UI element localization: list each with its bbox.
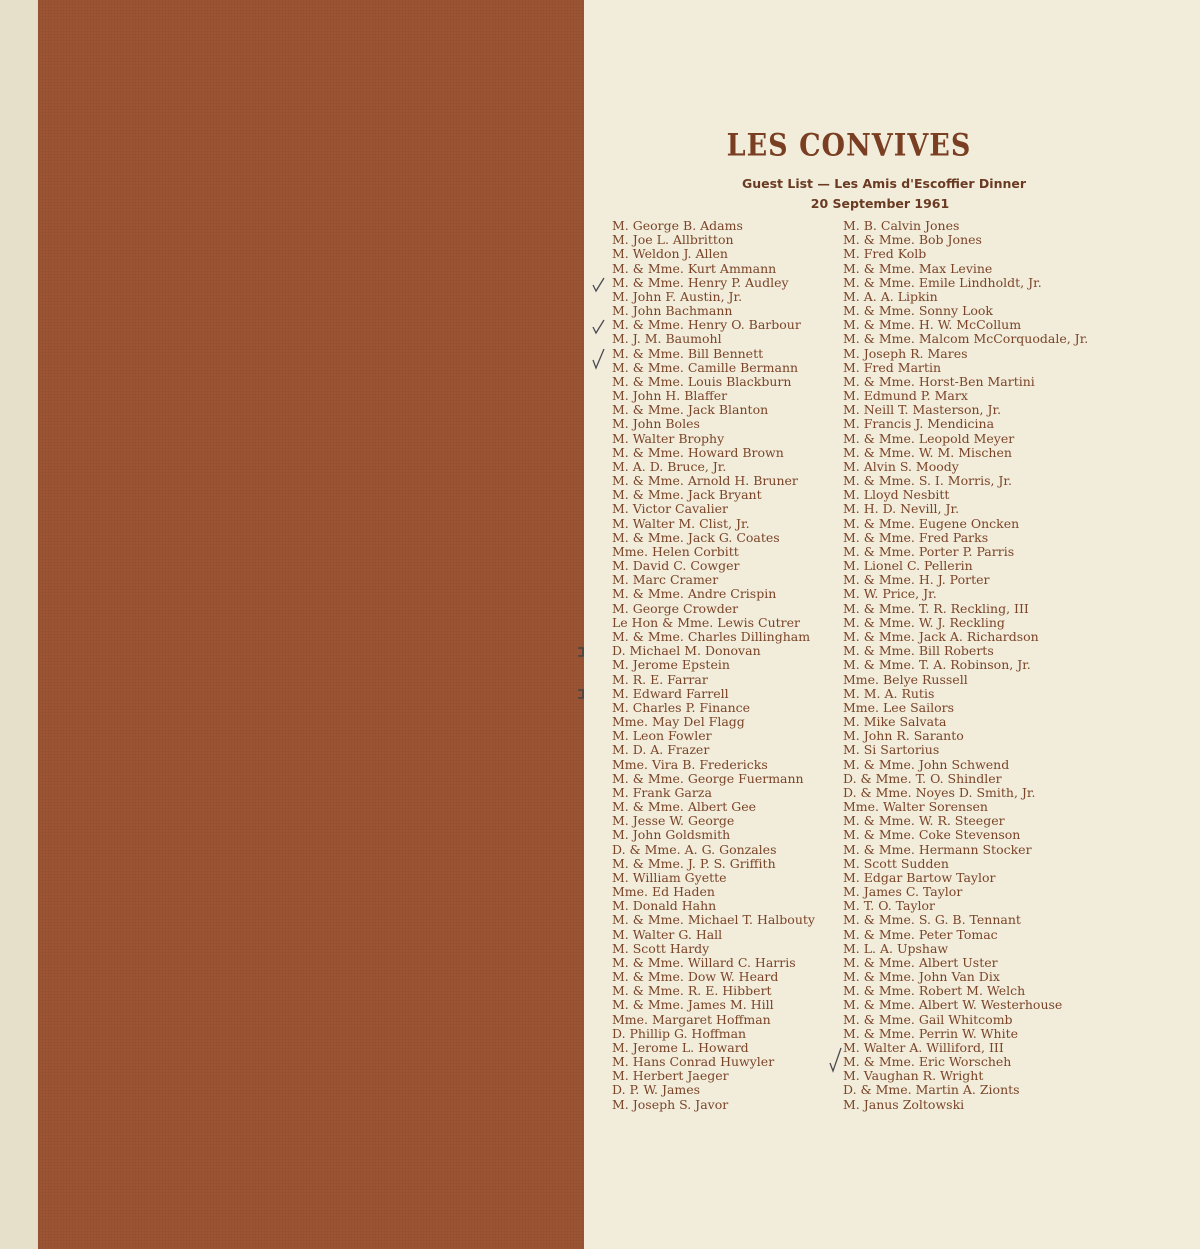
- guest-entry: M. John Goldsmith: [612, 827, 731, 843]
- guest-entry: M. Charles P. Finance: [612, 699, 751, 715]
- guest-entry: D. & Mme. Martin A. Zionts: [843, 1082, 1020, 1098]
- guest-entry: M. & Mme. George Fuermann: [612, 770, 804, 786]
- guest-entry: Mme. Margaret Hoffman: [612, 1011, 771, 1027]
- brown-cover-sheet: [38, 0, 584, 1249]
- guest-entry: M. Frank Garza: [612, 784, 712, 800]
- guest-entry: M. John F. Austin, Jr.: [612, 288, 743, 304]
- guest-entry: M. & Mme. W. R. Steeger: [843, 813, 1005, 829]
- guest-entry: M. & Mme. Louis Blackburn: [612, 373, 792, 389]
- guest-entry: M. & Mme. James M. Hill: [612, 997, 774, 1013]
- guest-entry: M. & Mme. Porter P. Parris: [843, 543, 1015, 559]
- guest-entry: M. Joseph R. Mares: [843, 345, 968, 361]
- guest-entry: M. & Mme. Dow W. Heard: [612, 969, 779, 985]
- guest-entry: M. & Mme. S. I. Morris, Jr.: [843, 473, 1013, 489]
- guest-entry: M. Walter G. Hall: [612, 926, 723, 942]
- event-date: 20 September 1961: [810, 196, 950, 211]
- guest-entry: M. Hans Conrad Huwyler: [612, 1054, 775, 1070]
- guest-entry: M. & Mme. Emile Lindholdt, Jr.: [843, 274, 1042, 290]
- guest-entry: M. Joseph S. Javor: [612, 1096, 729, 1112]
- guest-list-right-column: [843, 219, 1088, 1112]
- guest-entry: M. John Boles: [612, 416, 700, 432]
- guest-entry: M. A. D. Bruce, Jr.: [612, 458, 727, 474]
- guest-entry: M. & Mme. Charles Dillingham: [612, 628, 811, 644]
- guest-entry: M. D. A. Frazer: [612, 742, 710, 758]
- staple-icon: [577, 688, 585, 700]
- guest-entry: M. James C. Taylor: [843, 884, 963, 900]
- guest-entry: M. Leon Fowler: [612, 728, 712, 744]
- guest-entry: M. Si Sartorius: [843, 742, 940, 758]
- guest-entry: D. & Mme. T. O. Shindler: [843, 770, 1002, 786]
- guest-entry: M. & Mme. Michael T. Halbouty: [612, 912, 815, 928]
- guest-entry: M. & Mme. S. G. B. Tennant: [843, 912, 1021, 928]
- guest-entry: M. Lloyd Nesbitt: [843, 487, 950, 503]
- guest-entry: Mme. Ed Haden: [612, 884, 715, 900]
- pencil-check-icon: [829, 1047, 843, 1063]
- guest-entry: M. & Mme. Robert M. Welch: [843, 983, 1026, 999]
- guest-entry: M. George B. Adams: [612, 218, 743, 233]
- guest-entry: M. & Mme. Jack A. Richardson: [843, 628, 1039, 644]
- guest-entry: M. & Mme. J. P. S. Griffith: [612, 855, 776, 871]
- guest-list-left-column: [612, 219, 815, 1112]
- guest-entry: M. Victor Cavalier: [612, 501, 728, 517]
- guest-entry: M. & Mme. Arnold H. Bruner: [612, 473, 798, 489]
- guest-entry: Mme. Helen Corbitt: [612, 543, 739, 559]
- guest-entry: M. Joe L. Allbritton: [612, 232, 734, 248]
- guest-entry: M. & Mme. Coke Stevenson: [843, 827, 1021, 843]
- guest-entry: M. & Mme. T. A. Robinson, Jr.: [843, 657, 1031, 673]
- guest-entry: M. & Mme. H. W. McCollum: [843, 317, 1022, 333]
- guest-entry: M. Edgar Bartow Taylor: [843, 869, 996, 885]
- guest-entry: M. & Mme. Willard C. Harris: [612, 954, 796, 970]
- guest-entry: M. Jerome L. Howard: [612, 1039, 749, 1055]
- guest-entry: M. & Mme. Bill Bennett: [612, 345, 764, 361]
- guest-entry: Mme. Vira B. Fredericks: [612, 756, 768, 772]
- guest-entry: M. John Bachmann: [612, 303, 733, 319]
- guest-entry: Mme. Lee Sailors: [843, 699, 954, 715]
- guest-entry: M. & Mme. Howard Brown: [612, 444, 784, 460]
- guest-entry: D. P. W. James: [612, 1082, 701, 1098]
- page-subtitle: Guest List — Les Amis d'Escoffier Dinner: [741, 176, 1027, 191]
- guest-entry: M. Walter A. Williford, III: [843, 1039, 1004, 1055]
- guest-entry: M. & Mme. Jack G. Coates: [612, 529, 780, 545]
- pencil-check-icon: [592, 348, 606, 364]
- pencil-check-icon: [592, 319, 606, 335]
- guest-entry: M. & Mme. Perrin W. White: [843, 1025, 1018, 1041]
- guest-entry: M. Scott Hardy: [612, 940, 710, 956]
- guest-entry: M. & Mme. Sonny Look: [843, 303, 993, 319]
- guest-entry: M. Edward Farrell: [612, 685, 729, 701]
- guest-entry: M. & Mme. Albert Gee: [612, 799, 757, 815]
- guest-entry: M. & Mme. Horst-Ben Martini: [843, 373, 1035, 389]
- guest-entry: M. & Mme. Eric Worscheh: [843, 1054, 1012, 1070]
- guest-entry: M. & Mme. Camille Bermann: [612, 359, 799, 375]
- guest-entry: M. & Mme. Leopold Meyer: [843, 430, 1015, 446]
- guest-entry: D. & Mme. Noyes D. Smith, Jr.: [843, 784, 1036, 800]
- guest-entry: M. & Mme. H. J. Porter: [843, 572, 990, 588]
- guest-entry: M. & Mme. T. R. Reckling, III: [843, 600, 1029, 616]
- guest-entry: M. David C. Cowger: [612, 558, 740, 574]
- guest-entry: M. Weldon J. Allen: [612, 246, 728, 262]
- guest-entry: M. & Mme. Bill Roberts: [843, 643, 994, 659]
- guest-entry: M. Donald Hahn: [612, 898, 717, 914]
- guest-entry: Mme. May Del Flagg: [612, 714, 745, 730]
- guest-entry: M. & Mme. Gail Whitcomb: [843, 1011, 1013, 1027]
- guest-entry: M. & Mme. Henry P. Audley: [612, 274, 789, 290]
- guest-entry: M. John H. Blaffer: [612, 388, 728, 404]
- guest-entry: M. & Mme. Bob Jones: [843, 232, 982, 248]
- guest-entry: M. William Gyette: [612, 869, 727, 885]
- pencil-check-icon: [592, 277, 606, 293]
- guest-entry: M. M. A. Rutis: [843, 685, 935, 701]
- guest-entry: M. & Mme. Jack Bryant: [612, 487, 762, 503]
- guest-entry: M. Edmund P. Marx: [843, 388, 968, 404]
- guest-entry: M. B. Calvin Jones: [843, 218, 960, 233]
- guest-entry: D. Phillip G. Hoffman: [612, 1025, 747, 1041]
- guest-entry: M. & Mme. Jack Blanton: [612, 402, 769, 418]
- guest-entry: D. Michael M. Donovan: [612, 643, 761, 659]
- guest-entry: M. & Mme. W. J. Reckling: [843, 614, 1005, 630]
- guest-entry: M. & Mme. Peter Tomac: [843, 926, 998, 942]
- guest-entry: M. John R. Saranto: [843, 728, 964, 744]
- guest-entry: M. & Mme. Henry O. Barbour: [612, 317, 801, 333]
- guest-entry: M. & Mme. Albert W. Westerhouse: [843, 997, 1063, 1013]
- guest-entry: M. Francis J. Mendicina: [843, 416, 995, 432]
- guest-entry: M. & Mme. W. M. Mischen: [843, 444, 1012, 460]
- guest-entry: M. Alvin S. Moody: [843, 458, 959, 474]
- guest-entry: M. & Mme. John Schwend: [843, 756, 1010, 772]
- guest-entry: M. Mike Salvata: [843, 714, 947, 730]
- guest-entry: M. & Mme. Fred Parks: [843, 529, 989, 545]
- guest-entry: M. & Mme. Malcom McCorquodale, Jr.: [843, 331, 1089, 347]
- guest-entry: M. Jesse W. George: [612, 813, 735, 829]
- guest-entry: M. R. E. Farrar: [612, 671, 708, 687]
- guest-entry: M. & Mme. Max Levine: [843, 260, 993, 276]
- guest-entry: M. & Mme. Kurt Ammann: [612, 260, 777, 276]
- guest-entry: M. & Mme. Albert Uster: [843, 954, 998, 970]
- guest-entry: M. W. Price, Jr.: [843, 586, 937, 602]
- guest-entry: M. Scott Sudden: [843, 855, 949, 871]
- guest-entry: Le Hon & Mme. Lewis Cutrer: [612, 614, 800, 630]
- guest-entry: M. Lionel C. Pellerin: [843, 558, 973, 574]
- guest-entry: Mme. Walter Sorensen: [843, 799, 988, 815]
- guest-entry: M. Vaughan R. Wright: [843, 1068, 984, 1084]
- guest-entry: M. Fred Kolb: [843, 246, 927, 262]
- guest-entry: M. & Mme. John Van Dix: [843, 969, 1000, 985]
- guest-entry: M. J. M. Baumohl: [612, 331, 722, 347]
- guest-entry: M. Walter Brophy: [612, 430, 725, 446]
- guest-entry: M. H. D. Nevill, Jr.: [843, 501, 960, 517]
- guest-entry: M. Neill T. Masterson, Jr.: [843, 402, 1002, 418]
- guest-entry: M. George Crowder: [612, 600, 739, 616]
- guest-entry: M. L. A. Upshaw: [843, 940, 949, 956]
- guest-entry: M. Fred Martin: [843, 359, 942, 375]
- guest-entry: M. Marc Cramer: [612, 572, 719, 588]
- guest-entry: M. T. O. Taylor: [843, 898, 936, 914]
- guest-entry: M. & Mme. Andre Crispin: [612, 586, 777, 602]
- guest-entry: Mme. Belye Russell: [843, 671, 968, 687]
- page-title: LES CONVIVES: [726, 127, 972, 164]
- guest-entry: M. Janus Zoltowski: [843, 1096, 965, 1112]
- guest-entry: D. & Mme. A. G. Gonzales: [612, 841, 777, 857]
- guest-entry: M. A. A. Lipkin: [843, 288, 938, 304]
- guest-entry: M. & Mme. Hermann Stocker: [843, 841, 1032, 857]
- guest-entry: M. & Mme. Eugene Oncken: [843, 515, 1020, 531]
- guest-entry: M. Herbert Jaeger: [612, 1068, 729, 1084]
- staple-icon: [577, 646, 585, 658]
- guest-entry: M. Jerome Epstein: [612, 657, 730, 673]
- guest-entry: M. & Mme. R. E. Hibbert: [612, 983, 772, 999]
- guest-entry: M. Walter M. Clist, Jr.: [612, 515, 750, 531]
